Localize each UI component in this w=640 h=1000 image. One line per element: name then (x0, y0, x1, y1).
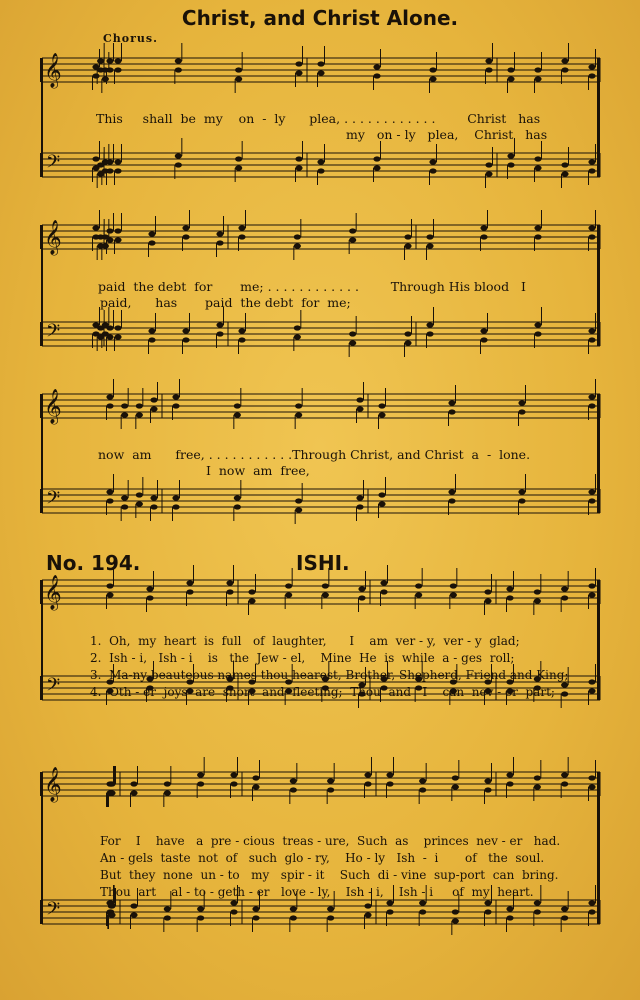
svg-text:𝄞: 𝄞 (44, 220, 62, 255)
verse-line-3a: 3. Ma-ny beauteous names thou hearest, Brother, Shepherd, Friend and King; (90, 668, 569, 682)
verse-line-2b: An - gels taste not of such glo - ry, Ho - ly Ish - i of the soul. (100, 851, 545, 865)
hymn-title-ishi: ISHI. (296, 551, 350, 575)
svg-text:𝄢: 𝄢 (46, 899, 61, 924)
chorus-label: Chorus. (103, 32, 158, 45)
svg-text:𝄞: 𝄞 (44, 389, 62, 424)
hymn-title-christ-alone: Christ, and Christ Alone. (181, 6, 459, 30)
lyric-system-3-line-2: I now am free, (206, 463, 310, 478)
verse-line-3b: But they none un - to my spir - it Such di - vine sup-port can bring. (100, 868, 559, 882)
svg-text:𝄞: 𝄞 (44, 53, 62, 88)
lyric-system-3-line-1: now am free, . . . . . . . . . . .Through Christ, and Christ a - lone. (98, 447, 531, 462)
svg-text:𝄢: 𝄢 (46, 321, 61, 346)
verse-line-1b: For I have a pre - cious treas - ure, Such as princes nev - er had. (100, 834, 561, 848)
svg-text:𝄞: 𝄞 (44, 575, 62, 610)
lyric-system-1-line-1: This shall be my on - ly plea, . . . . . . . . . . . . Christ has (96, 111, 541, 126)
lyric-system-1-line-2: my on - ly plea, Christ has (346, 127, 548, 142)
svg-text:𝄞: 𝄞 (44, 767, 62, 802)
lyric-system-2-line-1: paid the debt for me; . . . . . . . . . . . . Through His blood I (98, 279, 526, 294)
verse-line-4b: Thou art al - to - geth - er love - ly, Ish - i, Ish - i of my heart. (100, 885, 534, 899)
svg-text:𝄢: 𝄢 (46, 152, 61, 177)
verse-line-2a: 2. Ish - i, Ish - i is the Jew - el, Mine He is while a - ges roll; (90, 651, 515, 665)
lyric-system-2-line-2: paid, has paid the debt for me; (100, 295, 351, 310)
svg-text:𝄢: 𝄢 (46, 675, 61, 700)
verse-line-1a: 1. Oh, my heart is full of laughter, I am ver - y, ver - y glad; (90, 634, 520, 648)
hymn-number: No. 194. (46, 551, 141, 575)
svg-text:𝄢: 𝄢 (46, 488, 61, 513)
verse-line-4a: 4. Oth - er joys are short and fleeting; Thou and I can nev - er part; (90, 685, 555, 699)
